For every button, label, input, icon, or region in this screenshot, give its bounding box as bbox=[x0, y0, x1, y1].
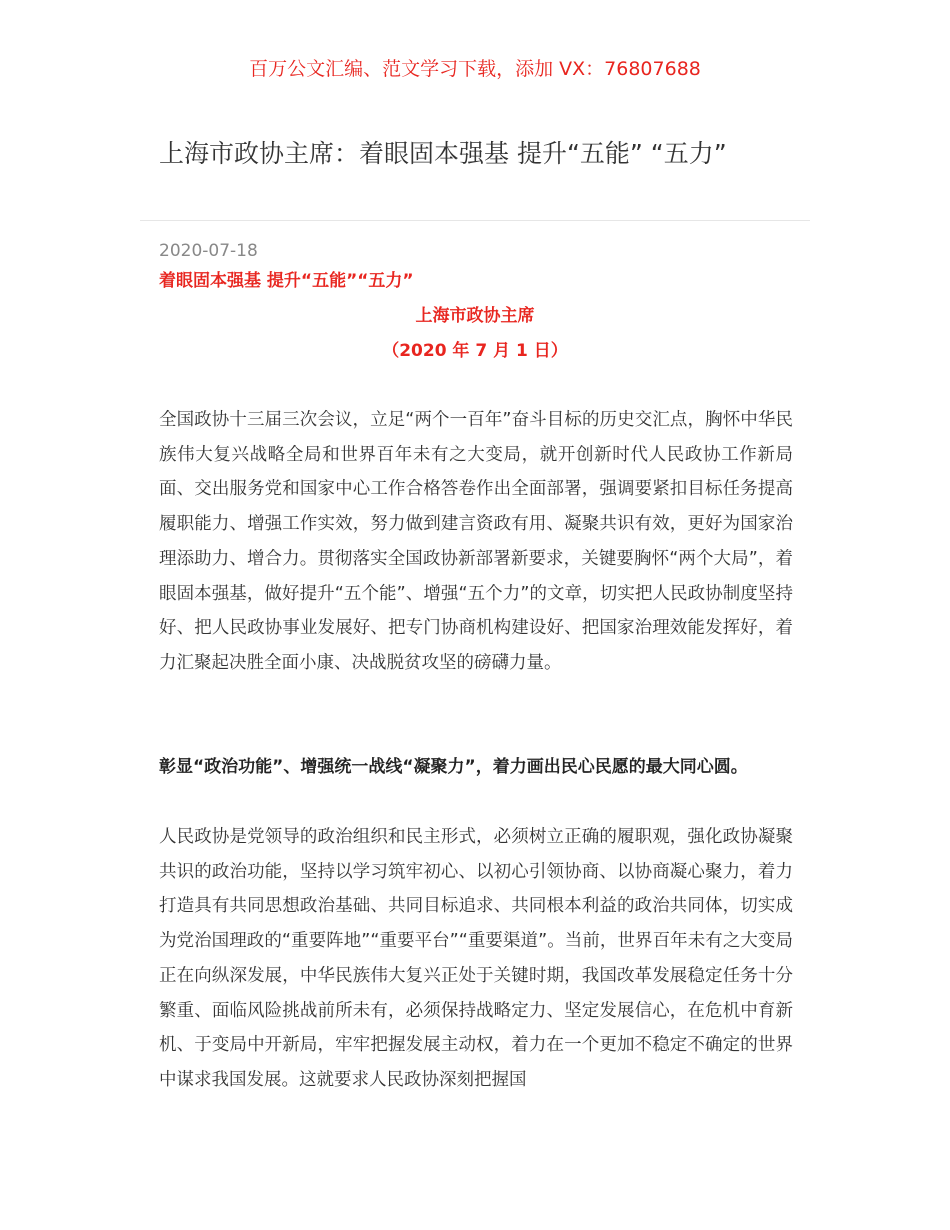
article-title: 上海市政协主席：着眼固本强基 提升“五能” “五力” bbox=[159, 139, 727, 168]
article-subheading: 着眼固本强基 提升“五能”“五力” bbox=[159, 271, 414, 291]
speech-date: （2020 年 7 月 1 日） bbox=[382, 341, 568, 361]
title-divider bbox=[140, 220, 810, 221]
section-heading: 彰显“政治功能”、增强统一战线“凝聚力”，着力画出民心民愿的最大同心圆。 bbox=[159, 757, 748, 777]
body-paragraph-1: 全国政协十三届三次会议，立足“两个一百年”奋斗目标的历史交汇点，胸怀中华民族伟大复兴战略全局和世界百年未有之大变局，就开创新时代人民政协工作新局面、交出服务党和国家中心工作合格答卷作出全面部署，强调要紧扣目标任务提高履职能力、增强工作实效，努力做到建言资政有用、凝聚共识有效，更好为国家治理添助力、增合力。贯彻落实全国政协新部署新要求，关键要胸怀“两个大局”，着眼固本强基，做好提升“五个能”、增强“五个力”的文章，切实把人民政协制度坚持好、把人民政协事业发展好、把专门协商机构建设好、把国家治理效能发挥好，着力汇聚起决胜全面小康、决战脱贫攻坚的磅礴力量。 bbox=[159, 410, 793, 673]
promo-banner: 百万公文汇编、范文学习下载，添加 VX：76807688 bbox=[249, 58, 701, 80]
author-line: 上海市政协主席 bbox=[415, 306, 535, 326]
publish-date: 2020-07-18 bbox=[159, 241, 258, 261]
body-paragraph-2: 人民政协是党领导的政治组织和民主形式，必须树立正确的履职观，强化政协凝聚共识的政治功能，坚持以学习筑牢初心、以初心引领协商、以协商凝心聚力，着力打造具有共同思想政治基础、共同目标追求、共同根本利益的政治共同体，切实成为党治国理政的“重要阵地”“重要平台”“重要渠道”。当前，世界百年未有之大变局正在向纵深发展，中华民族伟大复兴正处于关键时期，我国改革发展稳定任务十分繁重、面临风险挑战前所未有，必须保持战略定力、坚定发展信心，在危机中育新机、于变局中开新局，牢牢把握发展主动权，着力在一个更加不稳定不确定的世界中谋求我国发展。这就要求人民政协深刻把握国 bbox=[159, 827, 793, 1090]
